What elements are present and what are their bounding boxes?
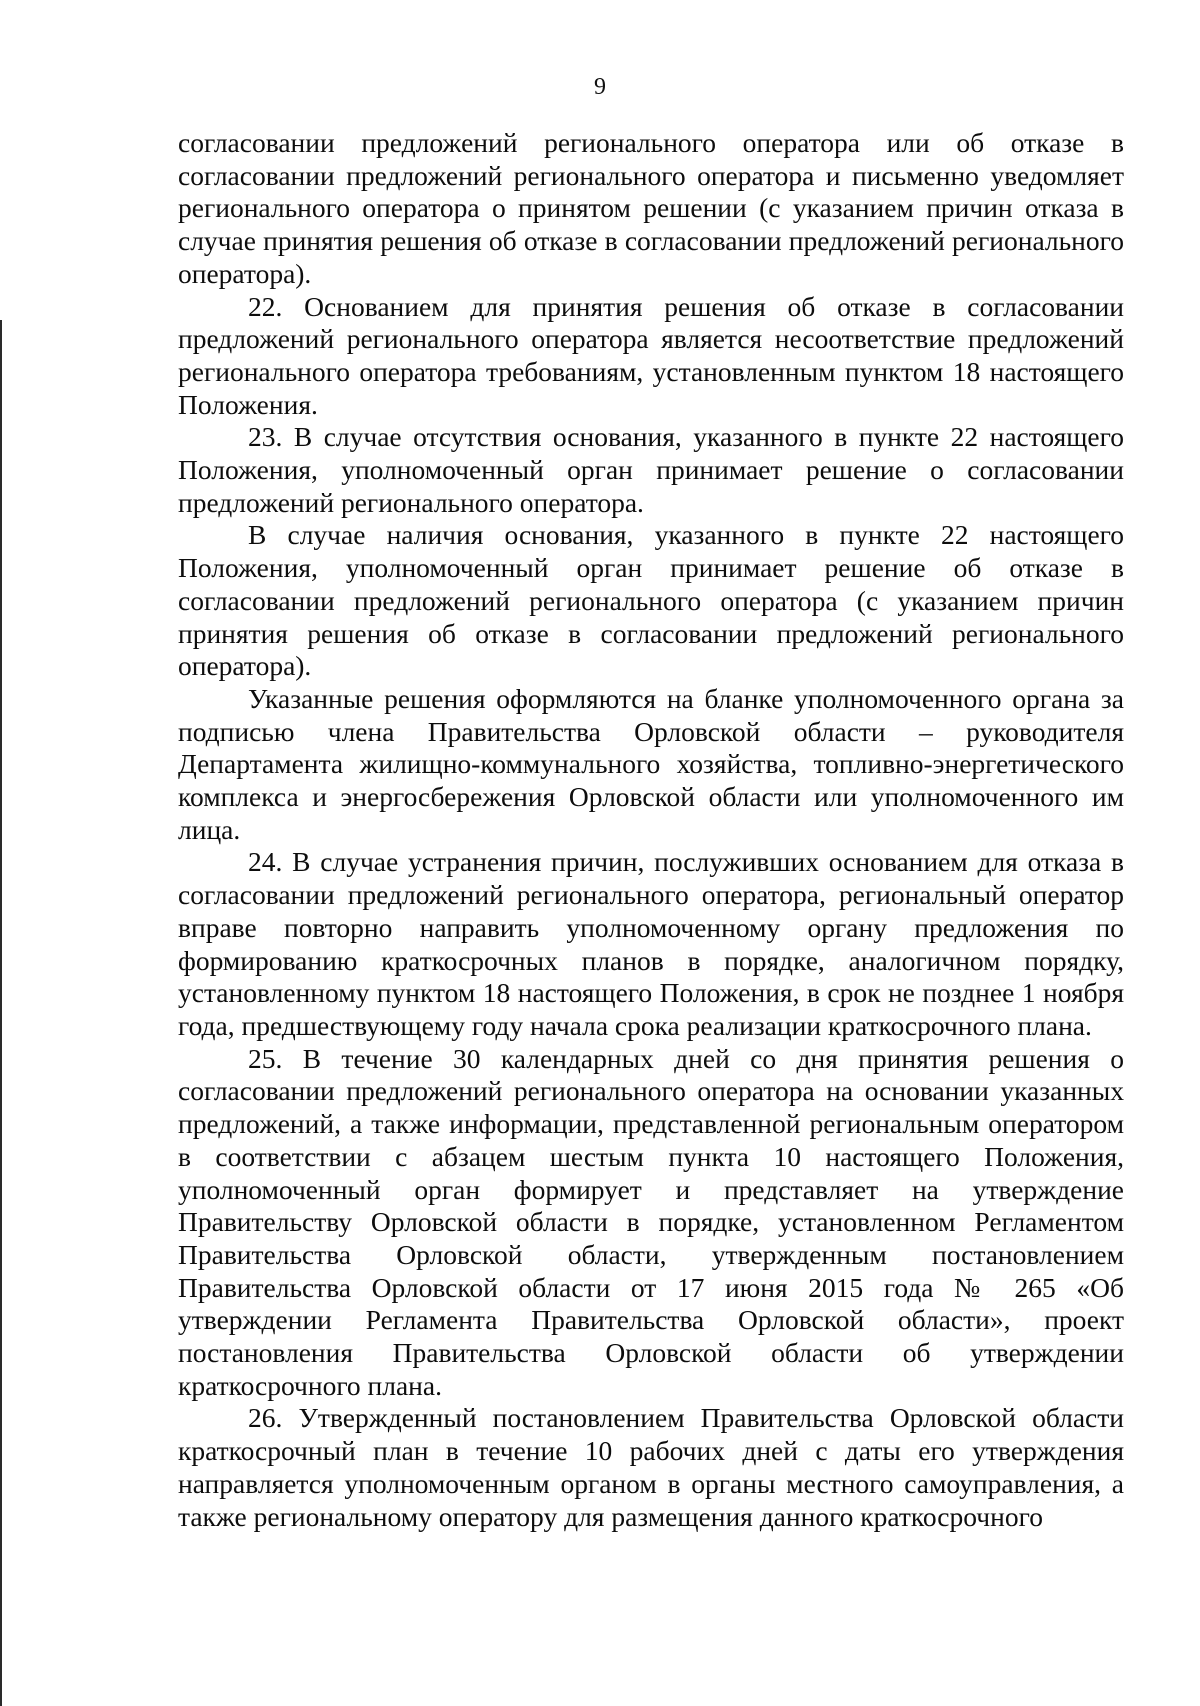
paragraph-item-23: 23. В случае отсутствия основания, указанного в пункте 22 настоящего Положения, уполномоченный орган принимает решение о согласовании предложений регионального оператора. xyxy=(178,421,1124,518)
scan-edge-line xyxy=(0,320,2,1706)
paragraph-item-24: 24. В случае устранения причин, послуживших основанием для отказа в согласовании предложений регионального оператора, региональный оператор вправе повторно направить уполномоченному органу предложения по формированию краткосрочных планов в порядке, аналогичном порядку, установленному пунктом 18 настоящего Положения, в срок не позднее 1 ноября года, предшествующему году начала срока реализации краткосрочного плана. xyxy=(178,846,1124,1041)
paragraph-decisions-form: Указанные решения оформляются на бланке уполномоченного органа за подписью члена Правительства Орловской области – руководителя Департамента жилищно-коммунального хозяйства, топливно-энергетического комплекса и энергосбережения Орловской области или уполномоченного им лица. xyxy=(178,682,1124,845)
paragraph-continuation: согласовании предложений регионального оператора или об отказе в согласовании предложений регионального оператора и письменно уведомляет регионального оператора о принятом решении (с указанием причин отказа в случае принятия решения об отказе в согласовании предложений регионального оператора). xyxy=(178,127,1124,289)
document-body xyxy=(178,127,1124,1533)
page-number: 9 xyxy=(594,74,606,100)
paragraph-item-26: 26. Утвержденный постановлением Правительства Орловской области краткосрочный план в течение 10 рабочих дней с даты его утверждения направляется уполномоченным органом в органы местного самоуправления, а также региональному оператору для размещения данного краткосрочного xyxy=(178,1402,1124,1532)
paragraph-item-23-refusal: В случае наличия основания, указанного в пункте 22 настоящего Положения, уполномоченный орган принимает решение об отказе в согласовании предложений регионального оператора (с указанием причин принятия решения об отказе в согласовании предложений регионального оператора). xyxy=(178,519,1124,682)
paragraph-item-25: 25. В течение 30 календарных дней со дня принятия решения о согласовании предложений регионального оператора на основании указанных предложений, а также информации, представленной региональным оператором в соответствии с абзацем шестым пункта 10 настоящего Положения, уполномоченный орган формирует и представляет на утверждение Правительству Орловской области в порядке, установленном Регламентом Правительства Орловской области, утвержденным постановлением Правительства Орловской области от 17 июня 2015 года № 265 «Об утверждении Регламента Правительства Орловской области», проект постановления Правительства Орловской области об утверждении краткосрочного плана. xyxy=(178,1042,1124,1401)
paragraph-item-22: 22. Основанием для принятия решения об отказе в согласовании предложений регионального оператора является несоответствие предложений регионального оператора требованиям, установленным пунктом 18 настоящего Положения. xyxy=(178,290,1124,420)
